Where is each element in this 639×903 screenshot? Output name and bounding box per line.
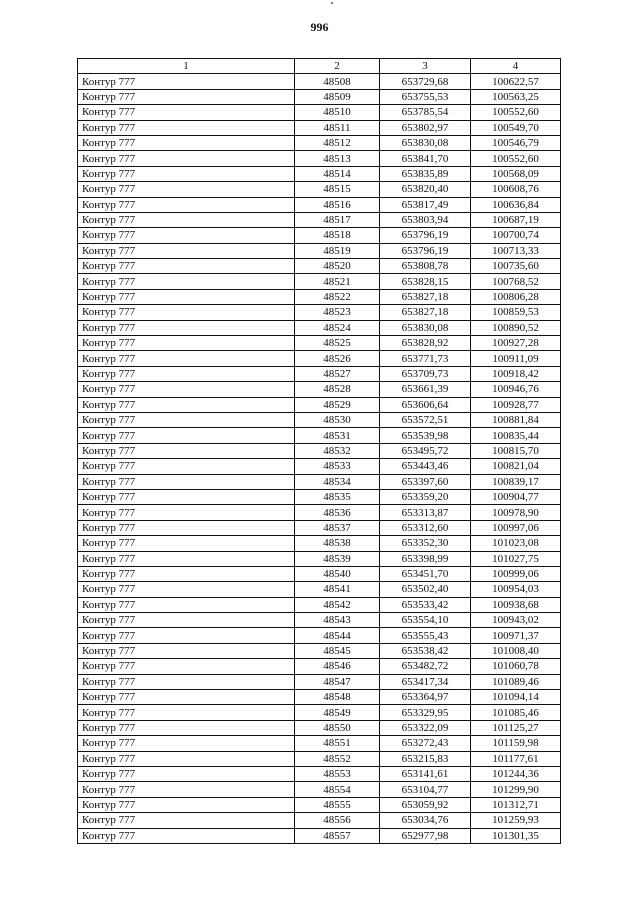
- contour-name-cell: Контур 777: [78, 135, 295, 150]
- table-row: [78, 428, 561, 443]
- contour-name-cell: Контур 777: [78, 705, 295, 720]
- point-number-cell: 48547: [295, 674, 380, 689]
- contour-name-cell: Контур 777: [78, 336, 295, 351]
- y-coordinate-cell: 101125,27: [471, 720, 561, 735]
- table-row: [78, 797, 561, 812]
- x-coordinate-cell: 653322,09: [380, 720, 471, 735]
- table-row: [78, 582, 561, 597]
- x-coordinate-cell: 653796,19: [380, 228, 471, 243]
- point-number-cell: 48542: [295, 597, 380, 612]
- table-row: [78, 197, 561, 212]
- y-coordinate-cell: 100890,52: [471, 320, 561, 335]
- x-coordinate-cell: 653398,99: [380, 551, 471, 566]
- point-number-cell: 48520: [295, 259, 380, 274]
- contour-name-cell: Контур 777: [78, 751, 295, 766]
- y-coordinate-cell: 100700,74: [471, 228, 561, 243]
- y-coordinate-cell: 100568,09: [471, 166, 561, 181]
- x-coordinate-cell: 653141,61: [380, 766, 471, 781]
- table-row: [78, 566, 561, 581]
- point-number-cell: 48521: [295, 274, 380, 289]
- x-coordinate-cell: 653059,92: [380, 797, 471, 812]
- point-number-cell: 48518: [295, 228, 380, 243]
- table-row: [78, 320, 561, 335]
- table-row: [78, 690, 561, 705]
- x-coordinate-cell: 653538,42: [380, 643, 471, 658]
- y-coordinate-cell: 101301,35: [471, 828, 561, 843]
- y-coordinate-cell: 100821,04: [471, 459, 561, 474]
- contour-name-cell: Контур 777: [78, 566, 295, 581]
- y-coordinate-cell: 101008,40: [471, 643, 561, 658]
- y-coordinate-cell: 100687,19: [471, 212, 561, 227]
- point-number-cell: 48514: [295, 166, 380, 181]
- point-number-cell: 48537: [295, 520, 380, 535]
- point-number-cell: 48517: [295, 212, 380, 227]
- y-coordinate-cell: 100815,70: [471, 443, 561, 458]
- table-row: [78, 105, 561, 120]
- y-coordinate-cell: 100911,09: [471, 351, 561, 366]
- table-row: [78, 243, 561, 258]
- x-coordinate-cell: 652977,98: [380, 828, 471, 843]
- contour-name-cell: Контур 777: [78, 674, 295, 689]
- x-coordinate-cell: 653502,40: [380, 582, 471, 597]
- contour-name-cell: Контур 777: [78, 443, 295, 458]
- table-row: [78, 720, 561, 735]
- y-coordinate-cell: 100622,57: [471, 74, 561, 89]
- x-coordinate-cell: 653417,34: [380, 674, 471, 689]
- x-coordinate-cell: 653329,95: [380, 705, 471, 720]
- table-row: [78, 228, 561, 243]
- contour-name-cell: Контур 777: [78, 228, 295, 243]
- table-row: [78, 212, 561, 227]
- y-coordinate-cell: 100928,77: [471, 397, 561, 412]
- contour-name-cell: Контур 777: [78, 474, 295, 489]
- contour-name-cell: Контур 777: [78, 366, 295, 381]
- contour-name-cell: Контур 777: [78, 505, 295, 520]
- contour-name-cell: Контур 777: [78, 766, 295, 781]
- y-coordinate-cell: 100735,60: [471, 259, 561, 274]
- y-coordinate-cell: 100636,84: [471, 197, 561, 212]
- y-coordinate-cell: 100552,60: [471, 105, 561, 120]
- y-coordinate-cell: 100938,68: [471, 597, 561, 612]
- y-coordinate-cell: 100549,70: [471, 120, 561, 135]
- point-number-cell: 48556: [295, 813, 380, 828]
- coordinates-table: [77, 58, 561, 844]
- contour-name-cell: Контур 777: [78, 351, 295, 366]
- x-coordinate-cell: 653104,77: [380, 782, 471, 797]
- table-row: [78, 289, 561, 304]
- point-number-cell: 48550: [295, 720, 380, 735]
- table-row: [78, 597, 561, 612]
- table-row: [78, 397, 561, 412]
- scan-dot: [331, 2, 333, 4]
- contour-name-cell: Контур 777: [78, 397, 295, 412]
- contour-name-cell: Контур 777: [78, 105, 295, 120]
- contour-name-cell: Контур 777: [78, 305, 295, 320]
- y-coordinate-cell: 100839,17: [471, 474, 561, 489]
- x-coordinate-cell: 653808,78: [380, 259, 471, 274]
- x-coordinate-cell: 653034,76: [380, 813, 471, 828]
- x-coordinate-cell: 653312,60: [380, 520, 471, 535]
- table-row: [78, 643, 561, 658]
- point-number-cell: 48546: [295, 659, 380, 674]
- point-number-cell: 48531: [295, 428, 380, 443]
- table-row: [78, 489, 561, 504]
- point-number-cell: 48554: [295, 782, 380, 797]
- table-row: [78, 89, 561, 104]
- point-number-cell: 48543: [295, 613, 380, 628]
- table-row: [78, 613, 561, 628]
- table-row: [78, 628, 561, 643]
- contour-name-cell: Контур 777: [78, 659, 295, 674]
- x-coordinate-cell: 653830,08: [380, 320, 471, 335]
- point-number-cell: 48533: [295, 459, 380, 474]
- point-number-cell: 48555: [295, 797, 380, 812]
- y-coordinate-cell: 100608,76: [471, 182, 561, 197]
- y-coordinate-cell: 100904,77: [471, 489, 561, 504]
- point-number-cell: 48557: [295, 828, 380, 843]
- table-row: [78, 412, 561, 427]
- contour-name-cell: Контур 777: [78, 690, 295, 705]
- y-coordinate-cell: 100918,42: [471, 366, 561, 381]
- x-coordinate-cell: 653352,30: [380, 536, 471, 551]
- contour-name-cell: Контур 777: [78, 120, 295, 135]
- x-coordinate-cell: 653785,54: [380, 105, 471, 120]
- x-coordinate-cell: 653451,70: [380, 566, 471, 581]
- y-coordinate-cell: 101094,14: [471, 690, 561, 705]
- x-coordinate-cell: 653771,73: [380, 351, 471, 366]
- point-number-cell: 48541: [295, 582, 380, 597]
- y-coordinate-cell: 100943,02: [471, 613, 561, 628]
- point-number-cell: 48530: [295, 412, 380, 427]
- table-row: [78, 135, 561, 150]
- x-coordinate-cell: 653835,89: [380, 166, 471, 181]
- table-row: [78, 828, 561, 843]
- table-row: [78, 705, 561, 720]
- contour-name-cell: Контур 777: [78, 828, 295, 843]
- contour-name-cell: Контур 777: [78, 428, 295, 443]
- contour-name-cell: Контур 777: [78, 813, 295, 828]
- table-row: [78, 766, 561, 781]
- contour-name-cell: Контур 777: [78, 720, 295, 735]
- table-row: [78, 505, 561, 520]
- point-number-cell: 48515: [295, 182, 380, 197]
- point-number-cell: 48508: [295, 74, 380, 89]
- table-row: [78, 674, 561, 689]
- table-row: [78, 551, 561, 566]
- contour-name-cell: Контур 777: [78, 382, 295, 397]
- point-number-cell: 48540: [295, 566, 380, 581]
- table-row: [78, 366, 561, 381]
- contour-name-cell: Контур 777: [78, 797, 295, 812]
- y-coordinate-cell: 101089,46: [471, 674, 561, 689]
- point-number-cell: 48544: [295, 628, 380, 643]
- x-coordinate-cell: 653729,68: [380, 74, 471, 89]
- table-row: [78, 336, 561, 351]
- table-row: [78, 182, 561, 197]
- x-coordinate-cell: 653572,51: [380, 412, 471, 427]
- x-coordinate-cell: 653828,15: [380, 274, 471, 289]
- y-coordinate-cell: 101259,93: [471, 813, 561, 828]
- x-coordinate-cell: 653709,73: [380, 366, 471, 381]
- x-coordinate-cell: 653215,83: [380, 751, 471, 766]
- contour-name-cell: Контур 777: [78, 259, 295, 274]
- y-coordinate-cell: 100978,90: [471, 505, 561, 520]
- contour-name-cell: Контур 777: [78, 582, 295, 597]
- point-number-cell: 48549: [295, 705, 380, 720]
- point-number-cell: 48528: [295, 382, 380, 397]
- contour-name-cell: Контур 777: [78, 151, 295, 166]
- contour-name-cell: Контур 777: [78, 212, 295, 227]
- y-coordinate-cell: 100946,76: [471, 382, 561, 397]
- x-coordinate-cell: 653796,19: [380, 243, 471, 258]
- table-row: [78, 274, 561, 289]
- table-row: [78, 74, 561, 89]
- point-number-cell: 48509: [295, 89, 380, 104]
- y-coordinate-cell: 101085,46: [471, 705, 561, 720]
- x-coordinate-cell: 653443,46: [380, 459, 471, 474]
- contour-name-cell: Контур 777: [78, 782, 295, 797]
- x-coordinate-cell: 653828,92: [380, 336, 471, 351]
- y-coordinate-cell: 100806,28: [471, 289, 561, 304]
- table-row: [78, 305, 561, 320]
- point-number-cell: 48534: [295, 474, 380, 489]
- contour-name-cell: Контур 777: [78, 459, 295, 474]
- y-coordinate-cell: 100927,28: [471, 336, 561, 351]
- table-row: [78, 459, 561, 474]
- table-row: [78, 151, 561, 166]
- x-coordinate-cell: 653820,40: [380, 182, 471, 197]
- table-row: [78, 659, 561, 674]
- table-row: [78, 536, 561, 551]
- point-number-cell: 48551: [295, 736, 380, 751]
- y-coordinate-cell: 100859,53: [471, 305, 561, 320]
- x-coordinate-cell: 653495,72: [380, 443, 471, 458]
- x-coordinate-cell: 653272,43: [380, 736, 471, 751]
- x-coordinate-cell: 653817,49: [380, 197, 471, 212]
- x-coordinate-cell: 653397,60: [380, 474, 471, 489]
- contour-name-cell: Контур 777: [78, 243, 295, 258]
- point-number-cell: 48535: [295, 489, 380, 504]
- contour-name-cell: Контур 777: [78, 320, 295, 335]
- table-row: [78, 751, 561, 766]
- contour-name-cell: Контур 777: [78, 613, 295, 628]
- point-number-cell: 48539: [295, 551, 380, 566]
- contour-name-cell: Контур 777: [78, 489, 295, 504]
- y-coordinate-cell: 100713,33: [471, 243, 561, 258]
- point-number-cell: 48538: [295, 536, 380, 551]
- column-header-3: 3: [380, 59, 471, 74]
- point-number-cell: 48511: [295, 120, 380, 135]
- table-body: [78, 74, 561, 844]
- x-coordinate-cell: 653554,10: [380, 613, 471, 628]
- y-coordinate-cell: 100954,03: [471, 582, 561, 597]
- y-coordinate-cell: 100563,25: [471, 89, 561, 104]
- x-coordinate-cell: 653313,87: [380, 505, 471, 520]
- x-coordinate-cell: 653364,97: [380, 690, 471, 705]
- x-coordinate-cell: 653606,64: [380, 397, 471, 412]
- point-number-cell: 48516: [295, 197, 380, 212]
- table-row: [78, 259, 561, 274]
- contour-name-cell: Контур 777: [78, 182, 295, 197]
- point-number-cell: 48552: [295, 751, 380, 766]
- table-row: [78, 120, 561, 135]
- contour-name-cell: Контур 777: [78, 520, 295, 535]
- y-coordinate-cell: 100546,79: [471, 135, 561, 150]
- x-coordinate-cell: 653841,70: [380, 151, 471, 166]
- y-coordinate-cell: 100552,60: [471, 151, 561, 166]
- table-row: [78, 520, 561, 535]
- table-row: [78, 443, 561, 458]
- contour-name-cell: Контур 777: [78, 289, 295, 304]
- point-number-cell: 48519: [295, 243, 380, 258]
- table-row: [78, 813, 561, 828]
- y-coordinate-cell: 101177,61: [471, 751, 561, 766]
- column-header-2: 2: [295, 59, 380, 74]
- y-coordinate-cell: 101244,36: [471, 766, 561, 781]
- y-coordinate-cell: 101159,98: [471, 736, 561, 751]
- x-coordinate-cell: 653539,98: [380, 428, 471, 443]
- column-header-1: 1: [78, 59, 295, 74]
- contour-name-cell: Контур 777: [78, 736, 295, 751]
- x-coordinate-cell: 653555,43: [380, 628, 471, 643]
- x-coordinate-cell: 653827,18: [380, 305, 471, 320]
- contour-name-cell: Контур 777: [78, 166, 295, 181]
- contour-name-cell: Контур 777: [78, 628, 295, 643]
- point-number-cell: 48512: [295, 135, 380, 150]
- x-coordinate-cell: 653830,08: [380, 135, 471, 150]
- contour-name-cell: Контур 777: [78, 551, 295, 566]
- x-coordinate-cell: 653803,94: [380, 212, 471, 227]
- table-row: [78, 782, 561, 797]
- table-header-row: [78, 59, 561, 74]
- table-row: [78, 736, 561, 751]
- point-number-cell: 48548: [295, 690, 380, 705]
- x-coordinate-cell: 653802,97: [380, 120, 471, 135]
- column-header-4: 4: [471, 59, 561, 74]
- point-number-cell: 48525: [295, 336, 380, 351]
- table-row: [78, 382, 561, 397]
- contour-name-cell: Контур 777: [78, 597, 295, 612]
- y-coordinate-cell: 101023,08: [471, 536, 561, 551]
- contour-name-cell: Контур 777: [78, 643, 295, 658]
- y-coordinate-cell: 100835,44: [471, 428, 561, 443]
- x-coordinate-cell: 653827,18: [380, 289, 471, 304]
- x-coordinate-cell: 653533,42: [380, 597, 471, 612]
- y-coordinate-cell: 100971,37: [471, 628, 561, 643]
- y-coordinate-cell: 100881,84: [471, 412, 561, 427]
- point-number-cell: 48524: [295, 320, 380, 335]
- point-number-cell: 48553: [295, 766, 380, 781]
- point-number-cell: 48545: [295, 643, 380, 658]
- point-number-cell: 48510: [295, 105, 380, 120]
- y-coordinate-cell: 100768,52: [471, 274, 561, 289]
- x-coordinate-cell: 653661,39: [380, 382, 471, 397]
- point-number-cell: 48536: [295, 505, 380, 520]
- point-number-cell: 48527: [295, 366, 380, 381]
- x-coordinate-cell: 653755,53: [380, 89, 471, 104]
- contour-name-cell: Контур 777: [78, 197, 295, 212]
- x-coordinate-cell: 653482,72: [380, 659, 471, 674]
- contour-name-cell: Контур 777: [78, 89, 295, 104]
- contour-name-cell: Контур 777: [78, 74, 295, 89]
- point-number-cell: 48523: [295, 305, 380, 320]
- y-coordinate-cell: 101312,71: [471, 797, 561, 812]
- point-number-cell: 48526: [295, 351, 380, 366]
- table-row: [78, 166, 561, 181]
- y-coordinate-cell: 101027,75: [471, 551, 561, 566]
- y-coordinate-cell: 101060,78: [471, 659, 561, 674]
- table-row: [78, 474, 561, 489]
- table-row: [78, 351, 561, 366]
- point-number-cell: 48532: [295, 443, 380, 458]
- contour-name-cell: Контур 777: [78, 274, 295, 289]
- contour-name-cell: Контур 777: [78, 536, 295, 551]
- y-coordinate-cell: 101299,90: [471, 782, 561, 797]
- point-number-cell: 48529: [295, 397, 380, 412]
- point-number-cell: 48522: [295, 289, 380, 304]
- x-coordinate-cell: 653359,20: [380, 489, 471, 504]
- y-coordinate-cell: 100999,06: [471, 566, 561, 581]
- point-number-cell: 48513: [295, 151, 380, 166]
- y-coordinate-cell: 100997,06: [471, 520, 561, 535]
- page-number: 996: [310, 20, 329, 34]
- contour-name-cell: Контур 777: [78, 412, 295, 427]
